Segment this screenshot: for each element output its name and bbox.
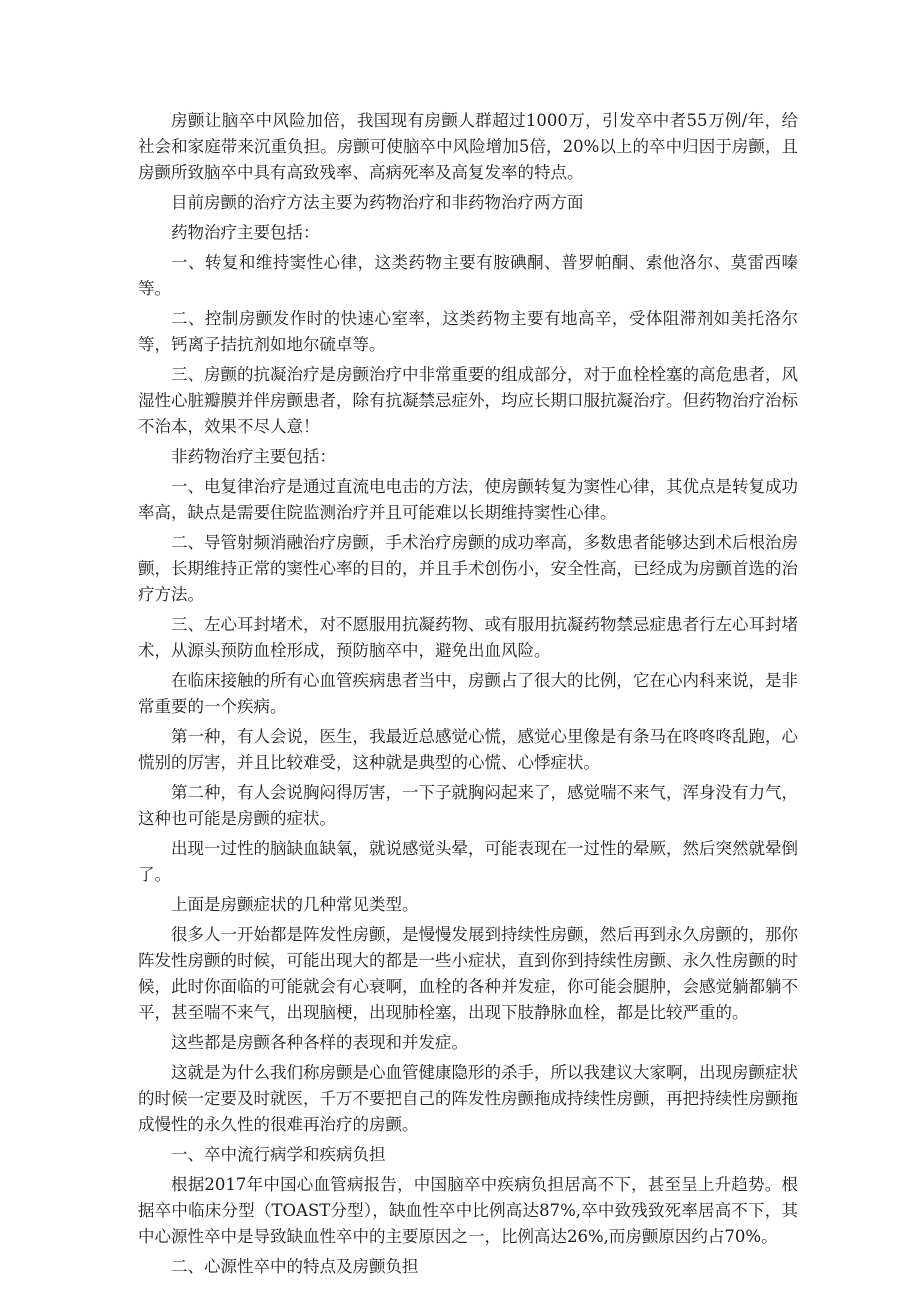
paragraph-complications: 这些都是房颤各种各样的表现和并发症。 (171, 1033, 468, 1052)
paragraph-drug-2: 二、控制房颤发作时的快速心室率，这类药物主要有地高辛，受体阻滞剂如美托洛尔等，钙离子拮抗剂如地尔硫卓等。 (138, 309, 798, 354)
paragraph-progression: 很多人一开始都是阵发性房颤，是慢慢发展到持续性房颤，然后再到永久房颤的，那你阵发性房颤的时候，可能出现大的都是一些小症状，直到你到持续性房颤、永久性房颤的时候，此时你面临的可能就会有心衰啊，血栓的各种并发症，你可能会腿肿，会感觉躺都躺不平，甚至喘不来气，出现脑梗，出现肺栓塞，出现下肢静脉血栓，都是比较严重的。 (138, 925, 798, 1022)
paragraph-symptom-summary: 上面是房颤症状的几种常见类型。 (171, 895, 419, 914)
section-heading-1: 一、卒中流行病学和疾病负担 (171, 1145, 386, 1164)
paragraph-symptom-1: 第一种，有人会说，医生，我最近总感觉心慌，感觉心里像是有条马在咚咚咚乱跑，心慌别的厉害，并且比较难受，这种就是典型的心慌、心悸症状。 (138, 727, 798, 772)
paragraph-symptom-3: 出现一过性的脑缺血缺氧，就说感觉头晕，可能表现在一过性的晕厥，然后突然就晕倒了。 (138, 839, 798, 884)
paragraph-drug-3: 三、房颤的抗凝治疗是房颤治疗中非常重要的组成部分，对于血栓栓塞的高危患者，风湿性心脏瓣膜并伴房颤患者，除有抗凝禁忌症外，均应长期口服抗凝治疗。但药物治疗治标不治本，效果不尽人意！ (138, 365, 798, 436)
paragraph-nondrug-2: 二、导管射频消融治疗房颤，手术治疗房颤的成功率高，多数患者能够达到术后根治房颤，长期维持正常的窦性心率的目的，并且手术创伤小，安全性高，已经成为房颤首选的治疗方法。 (138, 533, 798, 604)
section-heading-2: 二、心源性卒中的特点及房颤负担 (171, 1257, 419, 1276)
paragraph-symptom-2: 第二种，有人会说胸闷得厉害，一下子就胸闷起来了，感觉喘不来气，浑身没有力气，这种也可能是房颤的症状。 (138, 783, 798, 828)
paragraph-nondrug-heading: 非药物治疗主要包括： (171, 447, 336, 466)
document-body (138, 108, 798, 1284)
paragraph-clinical: 在临床接触的所有心血管疾病患者当中，房颤占了很大的比例，它在心内科来说，是非常重要的一个疾病。 (138, 671, 798, 716)
paragraph-nondrug-1: 一、电复律治疗是通过直流电电击的方法，使房颤转复为窦性心律，其优点是转复成功率高，缺点是需要住院监测治疗并且可能难以长期维持窦性心律。 (138, 477, 798, 522)
paragraph-drug-1: 一、转复和维持窦性心律，这类药物主要有胺碘酮、普罗帕酮、索他洛尔、莫雷西嗪等。 (138, 253, 798, 298)
paragraph-nondrug-3: 三、左心耳封堵术，对不愿服用抗凝药物、或有服用抗凝药物禁忌症患者行左心耳封堵术，从源头预防血栓形成，预防脑卒中，避免出血风险。 (138, 615, 798, 660)
paragraph-treatment-overview: 目前房颤的治疗方法主要为药物治疗和非药物治疗两方面 (171, 193, 584, 212)
paragraph-advice: 这就是为什么我们称房颤是心血管健康隐形的杀手，所以我建议大家啊，出现房颤症状的时候一定要及时就医，千万不要把自己的阵发性房颤拖成持续性房颤，再把持续性房颤拖成慢性的永久性的很难再治疗的房颤。 (138, 1063, 798, 1134)
paragraph-drug-heading: 药物治疗主要包括： (171, 223, 320, 242)
paragraph-statistics: 根据2017年中国心血管病报告，中国脑卒中疾病负担居高不下，甚至呈上升趋势。根据卒中临床分型（TOAST分型），缺血性卒中比例高达87%,卒中致残致死率居高不下，其中心源性卒中是导致缺血性卒中的主要原因之一，比例高达26%,而房颤原因约占70%。 (138, 1175, 798, 1246)
paragraph-intro: 房颤让脑卒中风险加倍，我国现有房颤人群超过1000万，引发卒中者55万例/年，给社会和家庭带来沉重负担。房颤可使脑卒中风险增加5倍，20%以上的卒中归因于房颤，且房颤所致脑卒中具有高致残率、高病死率及高复发率的特点。 (138, 111, 798, 182)
